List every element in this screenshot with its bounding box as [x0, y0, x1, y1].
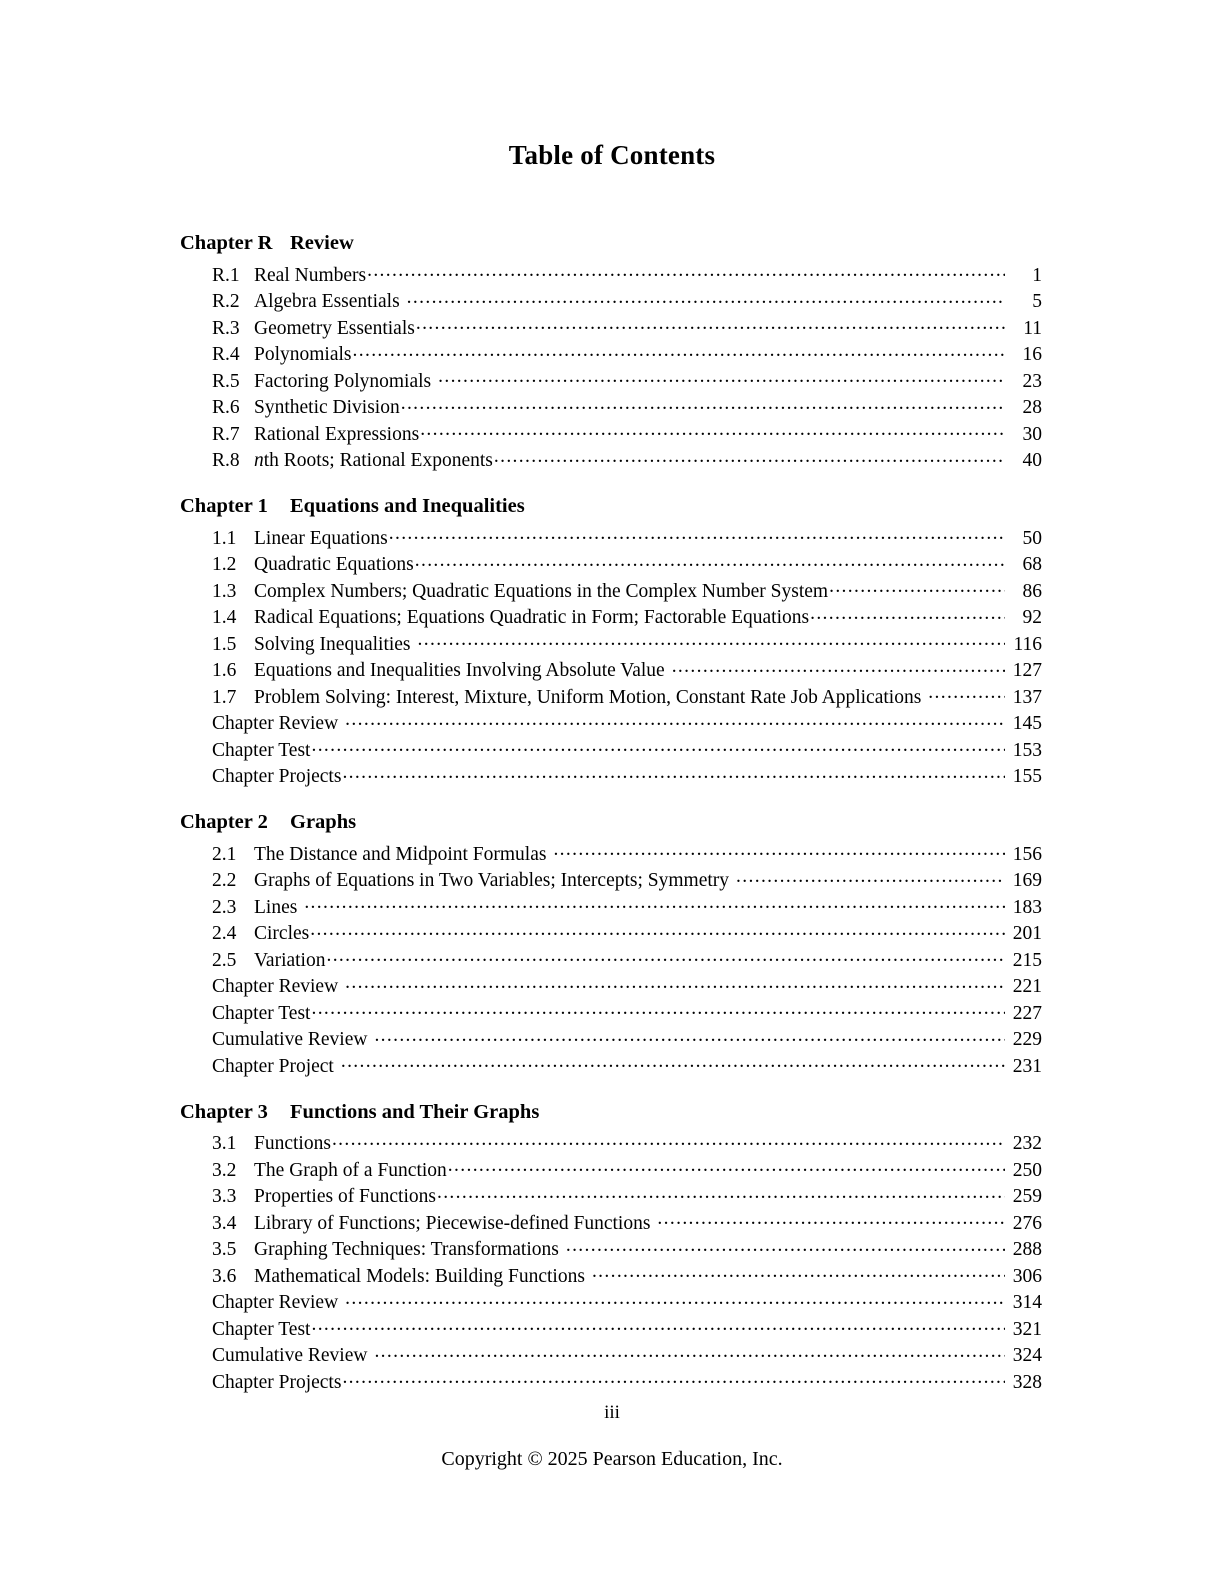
dot-leader: [342, 763, 1005, 783]
toc-entry-number: 2.3: [212, 896, 237, 918]
dot-leader: [494, 447, 1005, 467]
toc-entry-title: Rational Expressions: [254, 423, 420, 445]
toc-entry[interactable]: [212, 893, 1042, 920]
toc-entry[interactable]: [212, 1342, 1042, 1369]
toc-entry-number: 1.4: [212, 607, 237, 628]
toc-entry[interactable]: [212, 763, 1042, 790]
toc-entry[interactable]: [212, 1156, 1042, 1183]
toc-entry-page-number: 28: [1022, 397, 1042, 418]
toc-entry-page-number: 231: [1012, 1055, 1042, 1077]
toc-entry[interactable]: [212, 920, 1042, 947]
toc-entry-page-number: 68: [1022, 554, 1042, 575]
dot-leader: [374, 1342, 1005, 1362]
toc-entry-title: The Distance and Midpoint Formulas: [254, 843, 547, 865]
chapter-heading: [180, 811, 1042, 834]
toc-entry-title: Real Numbers: [254, 264, 367, 286]
toc-entry-number: 2.1: [212, 843, 237, 865]
toc-entry[interactable]: [212, 840, 1042, 867]
dot-leader: [342, 1368, 1005, 1388]
toc-entry-page-number: 5: [1032, 291, 1042, 312]
chapter-entry-list: [212, 524, 1042, 789]
toc-entry-title: Factoring Polynomials: [254, 370, 432, 392]
table-of-contents: [180, 232, 1042, 1417]
toc-entry-title: Variation: [254, 949, 326, 971]
toc-entry-title: Problem Solving: Interest, Mixture, Uniform Motion, Constant Rate Job Applications: [254, 686, 922, 708]
dot-leader: [553, 840, 1005, 860]
toc-entry-page-number: 137: [1012, 686, 1042, 708]
chapter-label: Chapter 3: [180, 1100, 268, 1123]
toc-entry-number: 2.2: [212, 870, 237, 891]
toc-entry-number: 3.5: [212, 1239, 237, 1260]
page-folio: iii: [604, 1402, 620, 1423]
toc-entry-number: R.2: [212, 291, 240, 312]
toc-entry-number: 1.3: [212, 580, 237, 602]
toc-entry-number: 1.5: [212, 633, 237, 655]
toc-entry-page-number: 259: [1012, 1186, 1042, 1207]
toc-entry-page-number: 86: [1022, 580, 1042, 602]
toc-entry-title: Graphs of Equations in Two Variables; Intercepts; Symmetry: [254, 870, 730, 891]
dot-leader: [341, 1052, 1005, 1072]
toc-entry[interactable]: [212, 1262, 1042, 1289]
dot-leader: [304, 893, 1005, 913]
chapter-title: Graphs: [290, 811, 357, 833]
toc-entry-page-number: 232: [1012, 1133, 1042, 1154]
toc-entry-title: Mathematical Models: Building Functions: [254, 1265, 585, 1287]
toc-entry-page-number: 40: [1022, 450, 1042, 471]
toc-entry-title: Quadratic Equations: [254, 554, 414, 575]
toc-entry[interactable]: [212, 999, 1042, 1026]
toc-entry[interactable]: [212, 420, 1042, 447]
toc-entry-page-number: 23: [1022, 370, 1042, 392]
toc-entry-title-text: th Roots; Rational Exponents: [263, 450, 493, 471]
toc-entry-number: R.7: [212, 423, 240, 445]
toc-entry-page-number: 250: [1012, 1159, 1042, 1181]
toc-entry-page-number: 16: [1022, 344, 1042, 365]
toc-entry-page-number: 321: [1012, 1318, 1042, 1340]
toc-entry[interactable]: [212, 1289, 1042, 1316]
toc-entry-page-number: 324: [1012, 1345, 1042, 1366]
toc-entry[interactable]: [212, 288, 1042, 315]
chapter-title: Equations and Inequalities: [290, 495, 525, 517]
toc-entry[interactable]: [212, 367, 1042, 394]
toc-entry-page-number: 229: [1012, 1029, 1042, 1050]
dot-leader: [810, 604, 1005, 624]
toc-entry-number: 3.6: [212, 1265, 237, 1287]
dot-leader: [448, 1156, 1005, 1176]
dot-leader: [389, 524, 1005, 544]
toc-entry[interactable]: [212, 630, 1042, 657]
chapter-block: [180, 811, 1042, 1079]
toc-entry-page-number: 155: [1012, 766, 1042, 787]
toc-entry-title: Equations and Inequalities Involving Absolute Value: [254, 660, 665, 681]
toc-entry[interactable]: [212, 524, 1042, 551]
toc-entry[interactable]: [212, 551, 1042, 578]
toc-entry-page-number: 127: [1012, 660, 1042, 681]
chapter-label: Chapter R: [180, 232, 273, 254]
toc-entry[interactable]: [212, 1368, 1042, 1395]
toc-entry-title: Properties of Functions: [254, 1186, 436, 1207]
chapter-entry-list: [212, 1130, 1042, 1395]
page-title: Table of Contents: [508, 140, 716, 170]
toc-entry-title: Chapter Projects: [212, 766, 342, 787]
toc-entry[interactable]: [212, 1026, 1042, 1053]
toc-entry-page-number: 1: [1032, 264, 1042, 286]
toc-entry-title: Cumulative Review: [212, 1029, 368, 1050]
toc-entry-number: R.6: [212, 397, 240, 418]
toc-entry-page-number: 328: [1012, 1371, 1042, 1393]
toc-entry[interactable]: [212, 261, 1042, 288]
toc-entry-title: Chapter Test: [212, 1318, 311, 1340]
dot-leader: [326, 946, 1005, 966]
toc-entry-title: Chapter Project: [212, 1055, 334, 1077]
toc-entry-title: Cumulative Review: [212, 1345, 368, 1366]
toc-entry-number: 2.4: [212, 923, 237, 944]
toc-entry-title: Lines: [254, 896, 298, 918]
dot-leader: [657, 1209, 1005, 1229]
toc-entry[interactable]: [212, 946, 1042, 973]
chapter-block: [180, 1101, 1042, 1395]
toc-entry-page-number: 145: [1012, 713, 1042, 734]
chapter-block: [180, 232, 1042, 473]
toc-entry[interactable]: [212, 577, 1042, 604]
dot-leader: [928, 683, 1005, 703]
chapter-title: Functions and Their Graphs: [290, 1100, 540, 1123]
toc-entry[interactable]: [212, 341, 1042, 368]
dot-leader: [829, 577, 1005, 597]
toc-entry-page-number: 153: [1012, 739, 1042, 761]
toc-entry-number: 3.4: [212, 1212, 237, 1234]
toc-entry-number: R.3: [212, 317, 240, 339]
toc-entry-page-number: 156: [1012, 843, 1042, 865]
dot-leader: [672, 657, 1005, 677]
dot-leader: [311, 736, 1005, 756]
toc-entry-page-number: 276: [1012, 1212, 1042, 1234]
toc-entry[interactable]: [212, 1130, 1042, 1157]
toc-entry-title: Chapter Review: [212, 976, 339, 997]
toc-entry[interactable]: [212, 394, 1042, 421]
toc-entry-number: 1.2: [212, 554, 237, 575]
toc-entry[interactable]: [212, 867, 1042, 894]
toc-entry-title: [254, 448, 493, 473]
dot-leader: [345, 1289, 1005, 1309]
toc-entry-page-number: 227: [1012, 1002, 1042, 1024]
toc-entry-page-number: 215: [1012, 949, 1042, 971]
toc-entry-title: Solving Inequalities: [254, 633, 411, 655]
toc-entry-title: Polynomials: [254, 344, 352, 365]
toc-entry-title: Functions: [254, 1133, 331, 1154]
toc-entry-page-number: 306: [1012, 1265, 1042, 1287]
toc-entry-page-number: 30: [1022, 423, 1042, 445]
toc-entry-page-number: 201: [1012, 923, 1042, 944]
chapter-label: Chapter 1: [180, 495, 268, 517]
toc-entry[interactable]: [212, 1236, 1042, 1263]
dot-leader: [407, 288, 1005, 308]
toc-entry-number: R.5: [212, 370, 240, 392]
dot-leader: [401, 394, 1005, 414]
toc-entry-page-number: 221: [1012, 976, 1042, 997]
chapter-heading: [180, 1101, 1042, 1124]
toc-entry-title: Geometry Essentials: [254, 317, 415, 339]
toc-entry-title: Chapter Review: [212, 713, 339, 734]
toc-entry-number: 3.1: [212, 1133, 237, 1154]
chapter-entry-list: [212, 261, 1042, 473]
toc-entry-title: Synthetic Division: [254, 397, 400, 418]
toc-entry-title: Chapter Review: [212, 1292, 339, 1313]
toc-entry-title: Chapter Projects: [212, 1371, 342, 1393]
toc-entry-page-number: 116: [1013, 633, 1042, 655]
dot-leader: [438, 367, 1005, 387]
dot-leader: [416, 314, 1005, 334]
chapter-heading: [180, 495, 1042, 518]
toc-entry[interactable]: [212, 973, 1042, 1000]
dot-leader: [345, 710, 1005, 730]
toc-entry-title-italic-prefix: n: [254, 450, 264, 471]
toc-entry-page-number: 169: [1012, 870, 1042, 891]
dot-leader: [332, 1130, 1005, 1150]
dot-leader: [736, 867, 1005, 887]
dot-leader: [310, 920, 1005, 940]
dot-leader: [592, 1262, 1005, 1282]
toc-entry[interactable]: [212, 1209, 1042, 1236]
toc-entry-page-number: 183: [1012, 896, 1042, 918]
toc-entry-title: The Graph of a Function: [254, 1159, 447, 1181]
toc-entry[interactable]: [212, 314, 1042, 341]
toc-entry-title: Graphing Techniques: Transformations: [254, 1239, 559, 1260]
toc-entry-number: 1.6: [212, 660, 237, 681]
chapter-block: [180, 495, 1042, 789]
toc-entry[interactable]: [212, 447, 1042, 474]
toc-entry-page-number: 288: [1012, 1239, 1042, 1260]
dot-leader: [566, 1236, 1005, 1256]
toc-entry-number: 2.5: [212, 949, 237, 971]
dot-leader: [415, 551, 1005, 571]
toc-entry[interactable]: [212, 1052, 1042, 1079]
dot-leader: [420, 420, 1005, 440]
dot-leader: [374, 1026, 1005, 1046]
dot-leader: [367, 261, 1005, 281]
toc-entry[interactable]: [212, 736, 1042, 763]
toc-entry-title: Chapter Test: [212, 739, 311, 761]
toc-entry-page-number: 92: [1022, 607, 1042, 628]
toc-entry-page-number: 11: [1023, 317, 1042, 339]
toc-entry-number: R.1: [212, 264, 240, 286]
copyright-notice: Copyright © 2025 Pearson Education, Inc.: [441, 1448, 783, 1470]
dot-leader: [311, 1315, 1005, 1335]
toc-entry-title: Radical Equations; Equations Quadratic in Form; Factorable Equations: [254, 607, 810, 628]
dot-leader: [418, 630, 1005, 650]
toc-entry-number: R.8: [212, 450, 240, 471]
toc-entry[interactable]: [212, 657, 1042, 684]
toc-entry-number: 1.7: [212, 686, 237, 708]
toc-entry-title: Complex Numbers; Quadratic Equations in the Complex Number System: [254, 580, 829, 602]
chapter-label: Chapter 2: [180, 811, 268, 833]
toc-entry-title: Algebra Essentials: [254, 291, 400, 312]
dot-leader: [311, 999, 1005, 1019]
dot-leader: [353, 341, 1005, 361]
toc-entry[interactable]: [212, 710, 1042, 737]
chapter-entry-list: [212, 840, 1042, 1079]
dot-leader: [345, 973, 1005, 993]
chapter-heading: [180, 232, 1042, 255]
toc-entry-page-number: 50: [1022, 527, 1042, 549]
toc-entry-number: 3.3: [212, 1186, 237, 1207]
toc-entry-number: 1.1: [212, 527, 237, 549]
toc-entry-title: Circles: [254, 923, 310, 944]
dot-leader: [437, 1183, 1005, 1203]
toc-entry-number: 3.2: [212, 1159, 237, 1181]
toc-entry[interactable]: [212, 683, 1042, 710]
toc-entry-title: Library of Functions; Piecewise-defined Functions: [254, 1212, 651, 1234]
toc-entry-page-number: 314: [1012, 1292, 1042, 1313]
toc-entry[interactable]: [212, 1183, 1042, 1210]
toc-entry-title: Chapter Test: [212, 1002, 311, 1024]
toc-entry[interactable]: [212, 1315, 1042, 1342]
chapter-title: Review: [290, 232, 354, 254]
toc-entry-number: R.4: [212, 344, 240, 365]
toc-entry-title: Linear Equations: [254, 527, 388, 549]
toc-entry[interactable]: [212, 604, 1042, 631]
